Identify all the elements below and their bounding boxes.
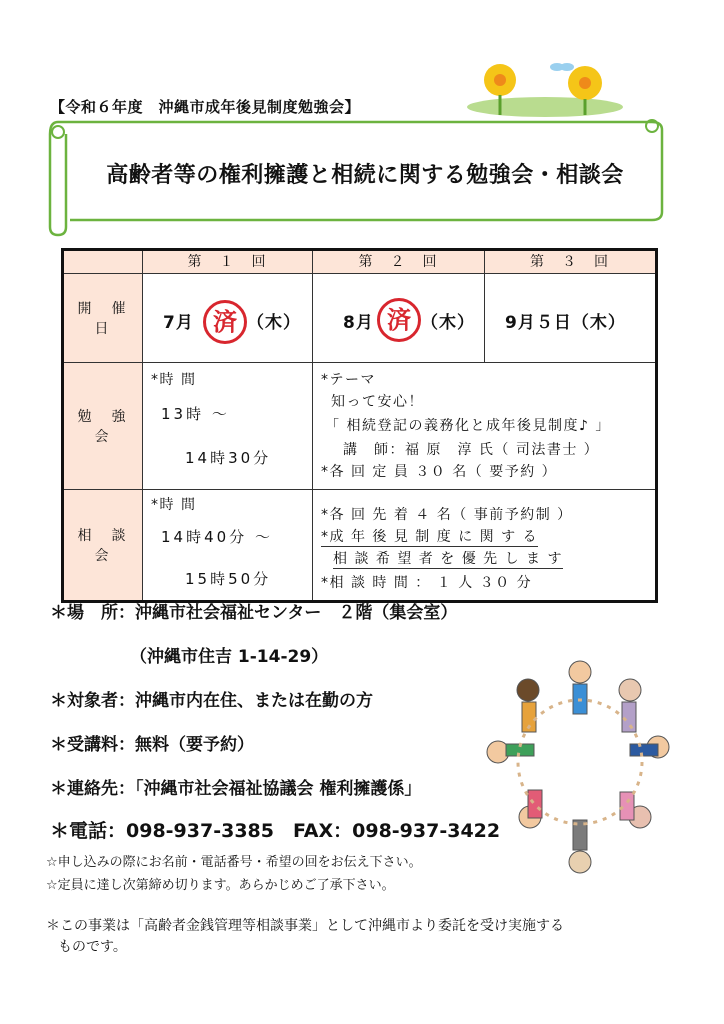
table-row-date [63,274,657,363]
event-series-label: 【令和６年度 沖縄市成年後見制度勉強会】 [50,98,361,116]
study-theme-line1: 知って安心！ [331,394,424,410]
consult-line3: 相 談 希 望 者 を 優 先 し ま す [333,548,563,569]
column-session-1: 第 １ 回 [143,250,313,274]
note-capacity: ☆定員に達し次第締め切ります。あらかじめご了承下さい。 [46,878,395,893]
table-row-study [63,363,657,490]
people-circle-illustration [480,652,680,887]
study-capacity: *各 回 定 員 ３０ 名（ 要予約 ） [321,464,558,480]
consult-time-start: 14時40分 ～ [161,528,273,546]
target-info: ＊対象者：沖縄市内在住、または在勤の方 [50,691,373,711]
row-label-consult: 相 談 会 [63,490,143,602]
study-theme-line2: 「 相続登記の義務化と成年後見制度♪ 」 [325,418,611,434]
footer-line1: ＊この事業は「高齢者金銭管理等相談事業」として沖縄市より委託を受け実施する [46,918,564,934]
consult-time-end: 15時50分 [185,570,272,588]
consult-line2: *成 年 後 見 制 度 に 関 す る [321,526,538,547]
venue-address: （沖縄市住吉 1-14-29） [130,647,329,667]
date-text-1: 7月 [163,313,194,333]
consult-line1: *各 回 先 着 ４ 名（ 事前予約制 ） [321,507,573,523]
weekday-2: （木） [421,313,475,333]
consult-time-cell [143,490,313,602]
date-text-2: 8月 [343,313,374,333]
study-time-start: 13時 ～ [161,405,230,423]
consult-line4: *相 談 時 間 ： １ 人 ３０ 分 [321,575,533,591]
row-label-date: 開 催 日 [63,274,143,363]
date-session-1 [143,274,313,363]
page-title: 高齢者等の権利擁護と相続に関する勉強会・相談会 [106,163,624,188]
study-theme-cell [313,363,657,490]
consult-details-cell [313,490,657,602]
venue-info: ＊場 所：沖縄市社会福祉センター ２階（集会室） [50,603,458,623]
contact-info: ＊連絡先：「沖縄市社会福祉協議会 権利擁護係」 [50,779,422,799]
completed-stamp-2: 済 [377,298,421,342]
weekday-1: （木） [247,313,301,333]
study-theme-heading: *テーマ [321,372,376,388]
study-time-cell [143,363,313,490]
table-row-consult [63,490,657,602]
study-lecturer: 講 師：福 原 淳 氏（ 司法書士 ） [343,442,600,458]
footer-line2: ものです。 [58,939,127,955]
table-header-row [63,250,657,274]
completed-stamp-1: 済 [203,300,247,344]
phone-fax-info: ＊電話：098-937-3385 FAX：098-937-3422 [50,820,501,842]
date-text-3: 9月５日（木） [505,313,626,333]
column-session-3: 第 ３ 回 [485,250,657,274]
study-time-end: 14時30分 [185,449,272,467]
schedule-table [61,248,658,603]
column-session-2: 第 ２ 回 [313,250,485,274]
date-session-2 [313,274,485,363]
row-label-study: 勉 強 会 [63,363,143,490]
date-session-3 [485,274,657,363]
header-corner [63,250,143,274]
consult-time-heading: *時 間 [151,497,197,513]
study-time-heading: *時 間 [151,372,197,388]
note-application: ☆申し込みの際にお名前・電話番号・希望の回をお伝え下さい。 [46,855,422,870]
fee-info: ＊受講料：無料（要予約） [50,735,254,755]
